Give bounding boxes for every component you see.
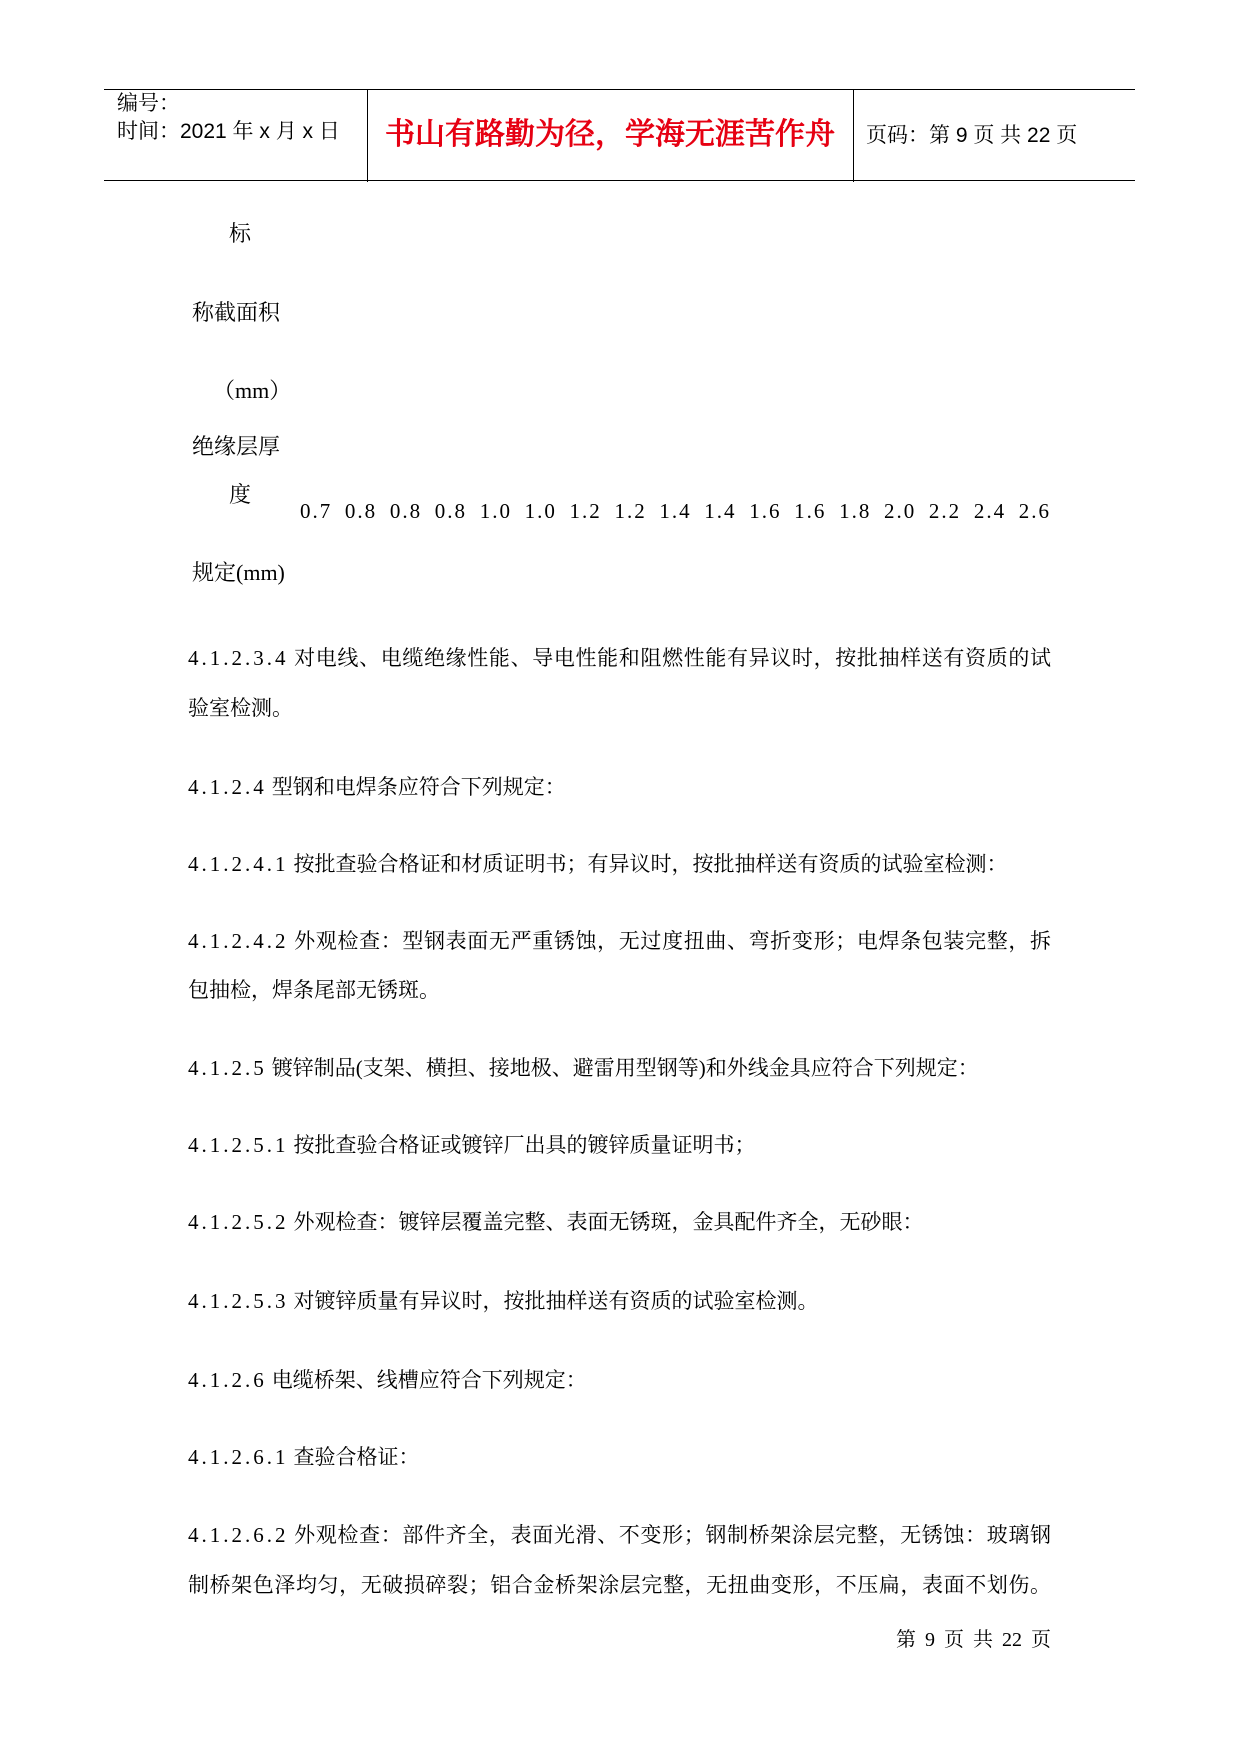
thickness-value: 1.0 [524,499,557,523]
clause-text: 外观检查：型钢表面无严重锈蚀，无过度扭曲、弯折变形；电焊条包装完整，拆 [293,929,1051,953]
clause-text: 制桥架色泽均匀，无破损碎裂；铝合金桥架涂层完整，无扭曲变形，不压扁，表面不划伤。 [188,1573,1051,1597]
serial-number-label: 编号： [117,92,180,115]
clause-text: 对镀锌质量有异议时，按批抽样送有资质的试验室检测。 [293,1289,819,1313]
clause-text: 验室检测。 [188,696,293,720]
thickness-value: 1.2 [614,499,647,523]
footer-page-number: 第 9 页 共 22 页 [896,1629,1051,1651]
clause-text: 外观检查：部件齐全，表面光滑、不变形；钢制桥架涂层完整，无锈蚀：玻璃钢 [293,1523,1051,1547]
table-header-char: 标 [229,221,252,246]
thickness-value: 2.4 [973,499,1007,523]
clause-text: 外观检查：镀锌层覆盖完整、表面无锈斑，金具配件齐全，无砂眼： [293,1210,924,1234]
clause-line [188,851,1051,877]
clause-number: 4.1.2.6.1 [188,1445,289,1469]
clause-number: 4.1.2.4.2 [188,929,289,953]
thickness-value: 1.4 [659,499,692,523]
clause-text: 包抽检，焊条尾部无锈斑。 [188,978,440,1002]
area-label: 称截面积 [192,300,281,325]
thickness-value: 1.0 [479,499,512,523]
clause-number: 4.1.2.3.4 [188,646,289,670]
header-page-label: 页码：第 9 页 共 22 页 [866,124,1078,147]
clause-text: 型钢和电焊条应符合下列规定： [271,775,566,799]
clause-text: 电缆桥架、线槽应符合下列规定： [271,1368,587,1392]
thickness-label-cont: 度 [229,482,252,507]
clause-number: 4.1.2.5.1 [188,1133,289,1157]
clause-line [188,1288,1051,1314]
clause-line [188,1522,1051,1548]
clause-text: 对电线、电缆绝缘性能、导电性能和阻燃性能有异议时，按批抽样送有资质的试 [293,646,1051,670]
clause-line [188,1572,1051,1598]
thickness-value: 1.4 [704,499,737,523]
thickness-value: 1.6 [794,499,827,523]
time-label: 时间：2021 年 x 月 x 日 [117,120,340,143]
thickness-value: 0.7 [300,499,333,523]
clause-number: 4.1.2.4 [188,775,267,799]
clause-text: 查验合格证： [293,1445,420,1469]
thickness-value: 2.2 [928,499,962,523]
thickness-value: 1.6 [749,499,782,523]
thickness-value: 2.0 [883,499,917,523]
clause-line [188,1367,1051,1393]
clause-line [188,928,1051,954]
clause-line [188,774,1051,800]
thickness-value: 0.8 [434,499,468,523]
clause-number: 4.1.2.4.1 [188,852,289,876]
header-divider-right [853,89,854,182]
thickness-spec-label: 规定(mm) [192,560,285,585]
thickness-value: 0.8 [344,499,378,523]
clause-text: 按批查验合格证或镀锌厂出具的镀锌质量证明书； [293,1133,756,1157]
thickness-values-row [300,498,1051,524]
clause-line [188,695,1051,721]
clause-number: 4.1.2.6 [188,1368,267,1392]
clause-number: 4.1.2.5.2 [188,1210,289,1234]
thickness-value: 1.2 [569,499,602,523]
clause-line [188,977,1051,1003]
clause-number: 4.1.2.5 [188,1056,267,1080]
clause-line [188,645,1051,671]
header-motto: 书山有路勤为径，学海无涯苦作舟 [385,118,835,151]
clause-line [188,1209,1051,1235]
clause-line [188,1055,1051,1081]
thickness-value: 1.8 [839,499,872,523]
clause-line [188,1444,1051,1470]
thickness-value: 2.6 [1018,499,1051,523]
clause-text: 镀锌制品(支架、横担、接地极、避雷用型钢等)和外线金具应符合下列规定： [271,1056,979,1080]
clause-number: 4.1.2.6.2 [188,1523,289,1547]
thickness-label: 绝缘层厚 [192,434,281,459]
clause-text: 按批查验合格证和材质证明书；有异议时，按批抽样送有资质的试验室检测： [293,852,1008,876]
area-unit: （mm） [213,378,292,403]
clause-number: 4.1.2.5.3 [188,1289,289,1313]
clause-line [188,1132,1051,1158]
thickness-value: 0.8 [389,499,423,523]
